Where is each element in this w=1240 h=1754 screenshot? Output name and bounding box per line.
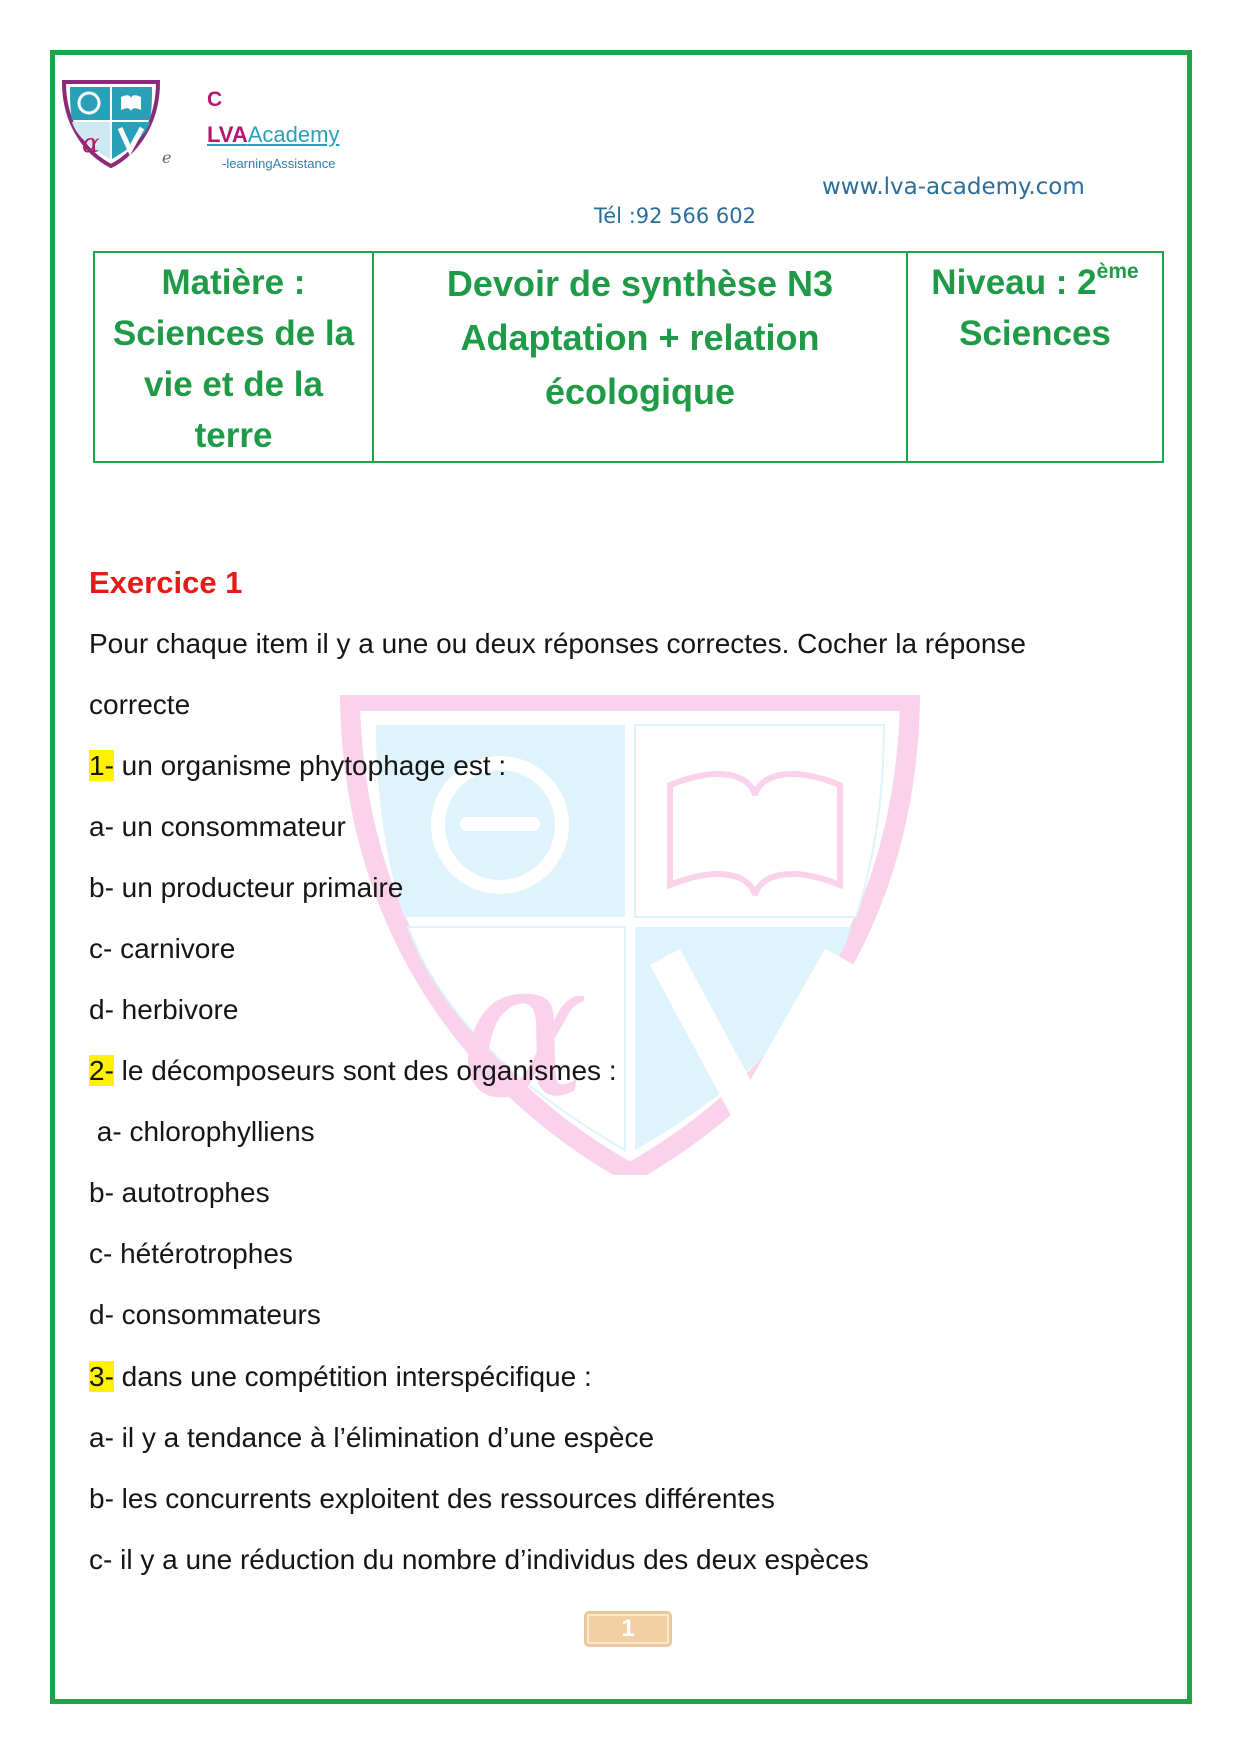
brand-c: C	[207, 88, 223, 111]
question-1	[89, 750, 506, 782]
question-text: dans une compétition interspécifique :	[113, 1361, 592, 1392]
phone-number: Tél :92 566 602	[594, 204, 757, 228]
brand-name	[207, 122, 339, 148]
answer-option: a- un consommateur	[89, 811, 346, 842]
question-number-highlight: 3-	[89, 1361, 114, 1392]
answer-option: c- hétérotrophes	[89, 1238, 293, 1269]
level-section: Sciences	[959, 314, 1111, 353]
answer-option: a- chlorophylliens	[89, 1116, 315, 1147]
subject-line: Matière :	[161, 263, 306, 302]
subject-line: vie et de la	[144, 365, 323, 404]
title-line: Adaptation + relation	[460, 317, 820, 358]
answer-option: c- carnivore	[89, 933, 236, 964]
subject-line: Sciences de la	[112, 314, 355, 353]
answer-option: c- il y a une réduction du nombre d’individus des deux espèces	[89, 1544, 869, 1575]
question-number-highlight: 1-	[89, 750, 114, 781]
brand-academy: Academy	[247, 122, 340, 147]
logo-e-letter: e	[162, 148, 172, 167]
brand-lva: LVA	[207, 122, 248, 147]
info-table	[93, 251, 1164, 463]
question-number-highlight: 2-	[89, 1055, 114, 1086]
exercise-title: Exercice 1	[89, 565, 243, 600]
question-3	[89, 1361, 592, 1393]
answer-option: a- il y a tendance à l’élimination d’une espèce	[89, 1422, 655, 1453]
lva-academy-logo	[58, 76, 164, 170]
answer-option: d- consommateurs	[89, 1299, 321, 1330]
question-2	[89, 1055, 617, 1087]
brand-tagline: -learningAssistance	[222, 156, 336, 171]
website-url: www.lva-academy.com	[822, 174, 1085, 200]
answer-option: b- les concurrents exploitent des ressources différentes	[89, 1483, 775, 1514]
watermark-alpha: α	[460, 919, 589, 1140]
page-number: 1	[584, 1611, 672, 1647]
title-line: écologique	[544, 371, 736, 412]
answer-option: d- herbivore	[89, 994, 239, 1025]
level-line	[908, 257, 1162, 308]
level-superscript: ème	[1096, 260, 1139, 283]
answer-option: b- autotrophes	[89, 1177, 270, 1208]
logo-alpha: α	[82, 129, 100, 159]
instruction-line-1: Pour chaque item il y a une ou deux réponses correctes. Cocher la réponse	[89, 628, 1026, 659]
subject-cell	[94, 252, 373, 462]
subject-line: terre	[194, 416, 273, 455]
level-cell	[907, 252, 1163, 462]
instruction-line-2: correcte	[89, 689, 191, 720]
answer-option: b- un producteur primaire	[89, 872, 404, 903]
question-text: un organisme phytophage est :	[113, 750, 507, 781]
question-text: le décomposeurs sont des organismes :	[113, 1055, 617, 1086]
level-prefix: Niveau : 2	[931, 263, 1097, 302]
title-cell	[373, 252, 907, 462]
title-line: Devoir de synthèse N3	[446, 263, 834, 304]
